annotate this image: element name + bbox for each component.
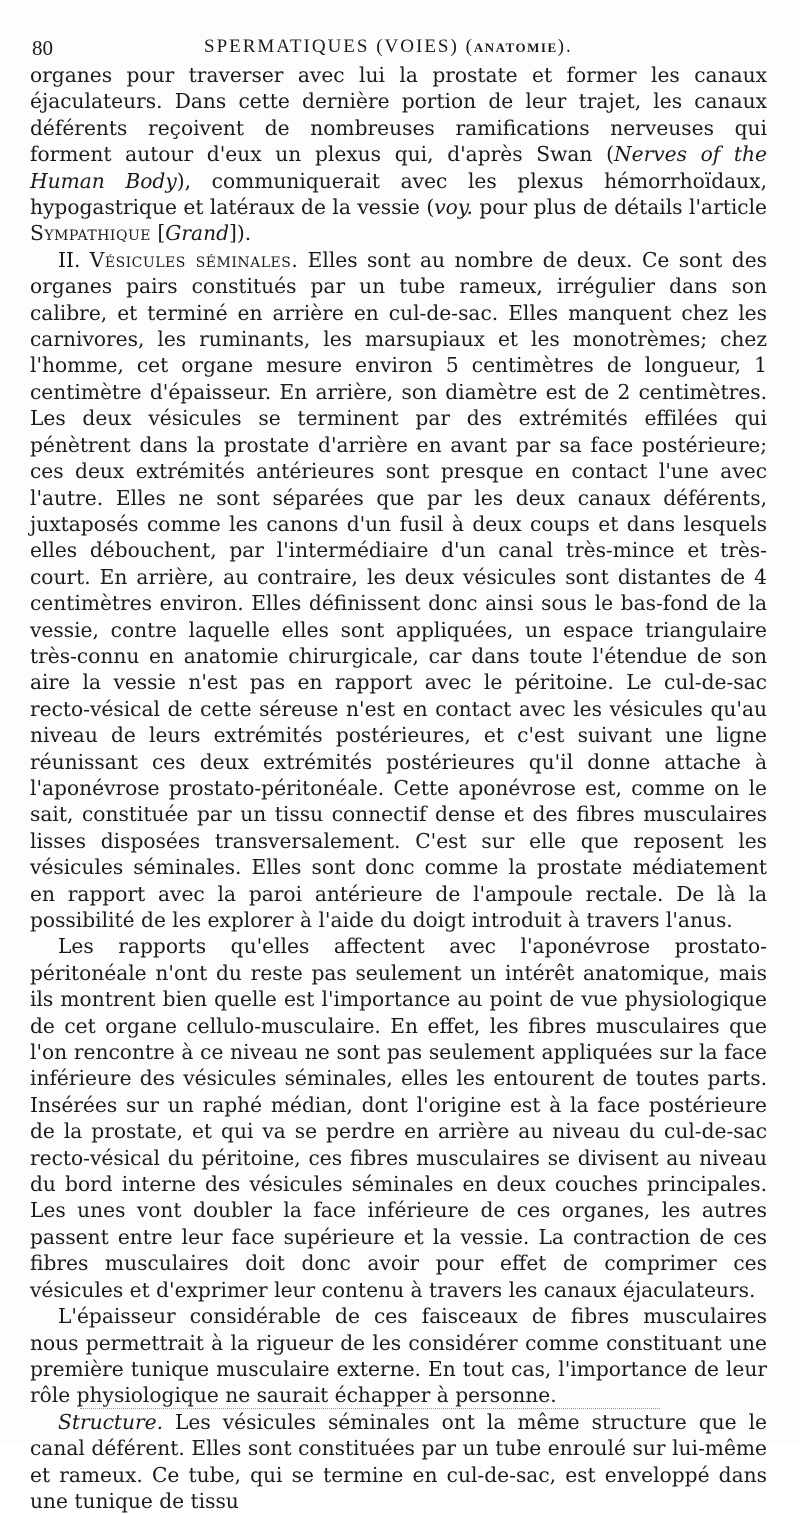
- text-run: Les vésicules séminales ont la même structure que le canal déférent. Elles sont constituées par un tube enroulé sur lui-même et rameux. Ce tube, qui se termine en cul-de-sac, est enveloppé dans une tunique de tissu: [30, 1409, 767, 1513]
- italic-text: voy.: [434, 195, 473, 220]
- italic-text: Nerves of the Human Body: [30, 142, 767, 193]
- text-run: Elles sont au nombre de deux. Ce sont des organes pairs constitués par un tube rameux, irrégulier dans son calibre, et terminé en arrière en cul-de-sac. Elles manquent chez les carnivores, les ruminants, les marsupiaux et les monotrèmes; chez l'homme, cet organe mesure environ 5 centimètres de longueur, 1 centimètre d'épaisseur. En arrière, son diamètre est de 2 centimètres. Les deux vésicules se terminent par des extrémités effilées qui pénètrent dans la prostate d'arrière en avant par sa face postérieure; ces deux extrémités antérieures sont presque en contact l'une avec l'autre. Elles ne sont séparées que par les deux canaux déférents, juxtaposés comme les canons d'un fusil à deux coups et dans lesquels elles débouchent, par l'intermédiaire d'un canal très-mince et très-court. En arrière, au contraire, les deux vésicules sont distantes de 4 centimètres environ. Elles définissent donc ainsi sous le bas-fond de la vessie, contre laquelle elles sont appliquées, un espace triangulaire très-connu en anatomie chirurgicale, car dans toute l'étendue de son aire la vessie n'est pas en rapport avec le péritoine. Le cul-de-sac recto-vésical de cette séreuse n'est en contact avec les vésicules qu'au niveau de leurs extrémités postérieures, et c'est suivant une ligne réunissant ces deux extrémités postérieures qu'il donne attache à l'aponévrose prostato-péritonéale. Cette aponévrose est, comme on le sait, constituée par un tissu connectif dense et des fibres musculaires lisses disposées transversalement. C'est sur elle que reposent les vésicules séminales. Elles sont donc comme la prostate médiatement en rapport avec la paroi antérieure de l'ampoule rectale. De là la possibilité de les explorer à l'aide du doigt introduit à travers l'anus.: [30, 247, 767, 932]
- body-text: [30, 62, 767, 1514]
- running-title-main: SPERMATIQUES (VOIES) (: [204, 36, 474, 57]
- text-run: ]).: [229, 221, 252, 246]
- running-title: [204, 36, 573, 58]
- paragraph: [30, 1303, 767, 1409]
- text-run: Les rapports qu'elles affectent avec l'aponévrose prostato-péritonéale n'ont du reste pas seulement un intérêt anatomique, mais ils montrent bien quelle est l'importance au point de vue physiologique de cet organe cellulo-musculaire. En effet, les fibres musculaires que l'on rencontre à ce niveau ne sont pas seulement appliquées sur la face inférieure des vésicules séminales, elles les entourent de toutes parts. Insérées sur un raphé médian, dont l'origine est à la face postérieure de la prostate, et qui va se perdre en arrière au niveau du cul-de-sac recto-vésical du péritoine, ces fibres musculaires se divisent au niveau du bord interne des vésicules séminales en deux couches principales. Les unes vont doubler la face inférieure de ces organes, les autres passent entre leur face supérieure et la vessie. La contraction de ces fibres musculaires doit donc avoir pour effet de comprimer ces vésicules et d'exprimer leur contenu à travers les canaux éjaculateurs.: [30, 934, 767, 1302]
- text-run: II.: [58, 247, 90, 272]
- page-header: [32, 30, 767, 60]
- small-caps-text: Vésicules séminales.: [89, 247, 299, 272]
- text-run: L'épaisseur considérable de ces faisceaux de fibres musculaires nous permettrait à la rigueur de les considérer comme constituant une première tunique musculaire externe. En tout cas, l'importance de leur rôle physiologique ne saurait échapper à personne.: [30, 1304, 767, 1408]
- text-run: [: [150, 221, 166, 246]
- footer-rule: [80, 1408, 660, 1409]
- small-caps-text: Sympathique: [30, 221, 151, 246]
- paragraph: [30, 247, 767, 934]
- text-run: organes pour traverser avec lui la prostate et former les canaux éjaculateurs. Dans cette dernière portion de leur trajet, les canaux déférents reçoivent de nombreuses ramifications nerveuses qui forment autour d'eux un plexus qui, d'après Swan (: [30, 63, 767, 167]
- italic-text: Structure.: [58, 1409, 164, 1434]
- running-title-small: ANATOMIE: [473, 40, 558, 55]
- page-number: 80: [32, 36, 53, 60]
- paragraph: [30, 1409, 767, 1514]
- text-run: ), communiquerait avec les plexus hémorrhoïdaux, hypogastrique et latéraux de la vessie (: [30, 168, 767, 220]
- paragraph: [30, 62, 767, 247]
- text-run: pour plus de détails l'article: [472, 195, 767, 220]
- running-title-close: ).: [557, 36, 573, 57]
- italic-text: Grand: [165, 221, 230, 246]
- paragraph: [30, 933, 767, 1303]
